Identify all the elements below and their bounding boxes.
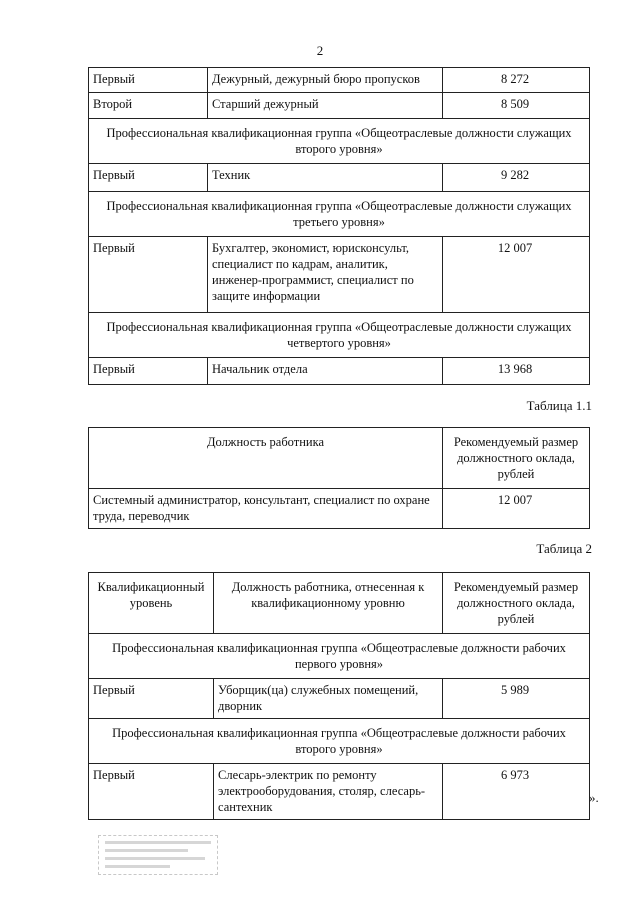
table-row	[89, 93, 590, 119]
salary-cell: 12 007	[443, 237, 590, 313]
table-row	[89, 679, 590, 719]
column-header-salary: Рекомендуемый размер должностного оклада, рублей	[443, 573, 590, 634]
salary-cell: 5 989	[443, 679, 590, 719]
closing-quote: ».	[589, 790, 599, 805]
column-header-position: Должность работника, отнесенная к квалификационному уровню	[214, 573, 443, 634]
header-row	[89, 573, 590, 634]
position-cell: Начальник отдела	[208, 358, 443, 385]
level-cell: Первый	[89, 358, 208, 385]
table-row	[89, 237, 590, 313]
page-number: 2	[316, 43, 324, 58]
salary-cell: 8 272	[443, 68, 590, 93]
column-header-salary: Рекомендуемый размер должностного оклада, рублей	[443, 428, 590, 489]
group-heading: Профессиональная квалификационная группа «Общеотраслевые должности служащих второго уровня»	[89, 119, 590, 164]
position-cell: Техник	[208, 164, 443, 192]
column-header-position: Должность работника	[89, 428, 443, 489]
group-heading: Профессиональная квалификационная группа «Общеотраслевые должности рабочих первого уровня»	[89, 634, 590, 679]
faded-stamp	[98, 835, 218, 875]
position-cell: Слесарь-электрик по ремонту электрооборудования, столяр, слесарь-сантехник	[214, 764, 443, 820]
level-cell: Первый	[89, 164, 208, 192]
table-2-caption: Таблица 2	[536, 541, 592, 556]
table-row	[89, 358, 590, 385]
salary-cell: 8 509	[443, 93, 590, 119]
salary-cell: 13 968	[443, 358, 590, 385]
table-row	[89, 164, 590, 192]
table-row	[89, 68, 590, 93]
group-row	[89, 719, 590, 764]
table-2	[88, 572, 590, 820]
table-1	[88, 67, 590, 385]
level-cell: Первый	[89, 237, 208, 313]
group-heading: Профессиональная квалификационная группа «Общеотраслевые должности рабочих второго уровня»	[89, 719, 590, 764]
table-1-1	[88, 427, 590, 529]
position-cell: Старший дежурный	[208, 93, 443, 119]
group-row	[89, 192, 590, 237]
column-header-level: Квалификационный уровень	[89, 573, 214, 634]
level-cell: Первый	[89, 68, 208, 93]
header-row	[89, 428, 590, 489]
position-cell: Системный администратор, консультант, специалист по охране труда, переводчик	[89, 489, 443, 529]
group-row	[89, 634, 590, 679]
group-heading: Профессиональная квалификационная группа «Общеотраслевые должности служащих третьего уровня»	[89, 192, 590, 237]
salary-cell: 9 282	[443, 164, 590, 192]
level-cell: Первый	[89, 679, 214, 719]
level-cell: Второй	[89, 93, 208, 119]
table-1-1-caption: Таблица 1.1	[526, 398, 592, 413]
position-cell: Дежурный, дежурный бюро пропусков	[208, 68, 443, 93]
level-cell: Первый	[89, 764, 214, 820]
group-row	[89, 313, 590, 358]
salary-cell: 6 973	[443, 764, 590, 820]
table-row	[89, 489, 590, 529]
position-cell: Бухгалтер, экономист, юрисконсульт, специалист по кадрам, аналитик, инженер-программист, специалист по защите информации	[208, 237, 443, 313]
position-cell: Уборщик(ца) служебных помещений, дворник	[214, 679, 443, 719]
group-row	[89, 119, 590, 164]
group-heading: Профессиональная квалификационная группа «Общеотраслевые должности служащих четвертого уровня»	[89, 313, 590, 358]
table-row	[89, 764, 590, 820]
salary-cell: 12 007	[443, 489, 590, 529]
